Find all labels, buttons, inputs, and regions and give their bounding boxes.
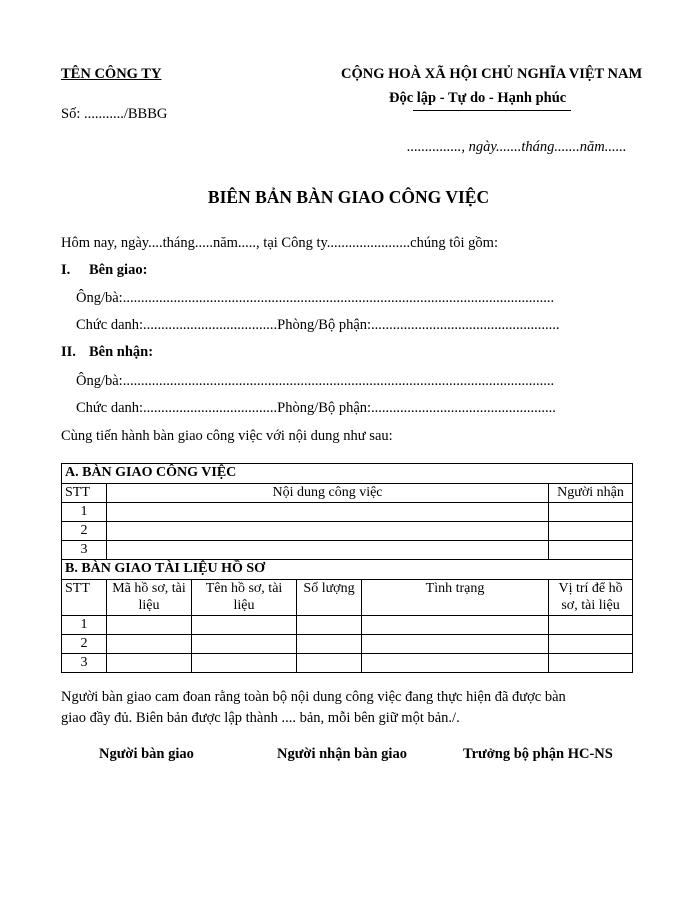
table-row (62, 522, 633, 541)
table-b-header-name: Tên hồ sơ, tài liệu (192, 580, 297, 616)
date-line: ..............., ngày.......tháng.......năm...... (407, 139, 627, 155)
table-cell (107, 541, 549, 560)
table-cell (107, 654, 192, 673)
table-cell (362, 635, 549, 654)
table-cell (107, 503, 549, 522)
section-1-numeral: I. (61, 262, 71, 278)
row-number: 1 (62, 503, 107, 522)
document-number: Số: .........../BBBG (61, 106, 168, 122)
together-line: Cùng tiến hành bàn giao công việc với nội dung như sau: (61, 428, 393, 444)
table-row (62, 541, 633, 560)
table-row (62, 654, 633, 673)
table-cell (549, 654, 633, 673)
table-cell (297, 654, 362, 673)
table-cell (549, 503, 633, 522)
table-b-header-quantity: Số lượng (297, 580, 362, 616)
table-cell (192, 635, 297, 654)
table-cell (549, 616, 633, 635)
signature-giver: Người bàn giao (99, 746, 194, 762)
table-a-title: A. BÀN GIAO CÔNG VIỆC (62, 464, 633, 484)
table-cell (549, 522, 633, 541)
signature-hr-head: Trưởng bộ phận HC-NS (463, 746, 613, 762)
motto-underline (413, 110, 571, 111)
table-row (62, 503, 633, 522)
receiver-person-field: Ông/bà:....................................................................................................................... (76, 373, 555, 389)
table-cell (107, 635, 192, 654)
document-handover-table (61, 559, 633, 673)
section-1-heading: Bên giao: (89, 262, 148, 278)
document-title: BIÊN BẢN BÀN GIAO CÔNG VIỆC (207, 187, 490, 207)
table-a-header-stt: STT (62, 484, 107, 503)
table-a-header-receiver: Người nhận (549, 484, 633, 503)
closing-line-1: Người bàn giao cam đoan rằng toàn bộ nội dung công việc đang thực hiện đã được bàn (61, 689, 566, 705)
giver-position-field: Chức danh:.....................................Phòng/Bộ phận:.................................................... (76, 317, 560, 333)
row-number: 3 (62, 541, 107, 560)
receiver-position-field: Chức danh:.....................................Phòng/Bộ phận:................................................... (76, 400, 556, 416)
row-number: 3 (62, 654, 107, 673)
table-cell (107, 616, 192, 635)
giver-person-field: Ông/bà:....................................................................................................................... (76, 290, 555, 306)
table-cell (549, 541, 633, 560)
table-cell (297, 616, 362, 635)
table-cell (362, 654, 549, 673)
row-number: 1 (62, 616, 107, 635)
signature-receiver: Người nhận bàn giao (277, 746, 407, 762)
table-b-header-status: Tình trạng (362, 580, 549, 616)
table-cell (297, 635, 362, 654)
table-cell (107, 522, 549, 541)
company-name: TÊN CÔNG TY (61, 66, 162, 82)
table-row (62, 616, 633, 635)
row-number: 2 (62, 635, 107, 654)
work-handover-table (61, 463, 633, 560)
table-row (62, 635, 633, 654)
table-b-header-code: Mã hồ sơ, tài liệu (107, 580, 192, 616)
section-2-numeral: II. (61, 344, 76, 360)
table-cell (192, 654, 297, 673)
table-b-header-stt: STT (62, 580, 107, 616)
nation-motto: Độc lập - Tự do - Hạnh phúc (389, 90, 567, 106)
row-number: 2 (62, 522, 107, 541)
table-a-header-content: Nội dung công việc (107, 484, 549, 503)
nation-title: CỘNG HOÀ XÃ HỘI CHỦ NGHĨA VIỆT NAM (341, 66, 643, 82)
intro-line: Hôm nay, ngày....tháng.....năm....., tại Công ty.......................chúng tôi gồm: (61, 235, 498, 251)
section-2-heading: Bên nhận: (89, 344, 154, 360)
table-b-header-location: Vị trí để hồ sơ, tài liệu (549, 580, 633, 616)
table-cell (362, 616, 549, 635)
table-cell (192, 616, 297, 635)
table-b-title: B. BÀN GIAO TÀI LIỆU HỒ SƠ (62, 560, 633, 580)
table-cell (549, 635, 633, 654)
closing-line-2: giao đầy đủ. Biên bản được lập thành .... bản, mỗi bên giữ một bản./. (61, 710, 460, 726)
